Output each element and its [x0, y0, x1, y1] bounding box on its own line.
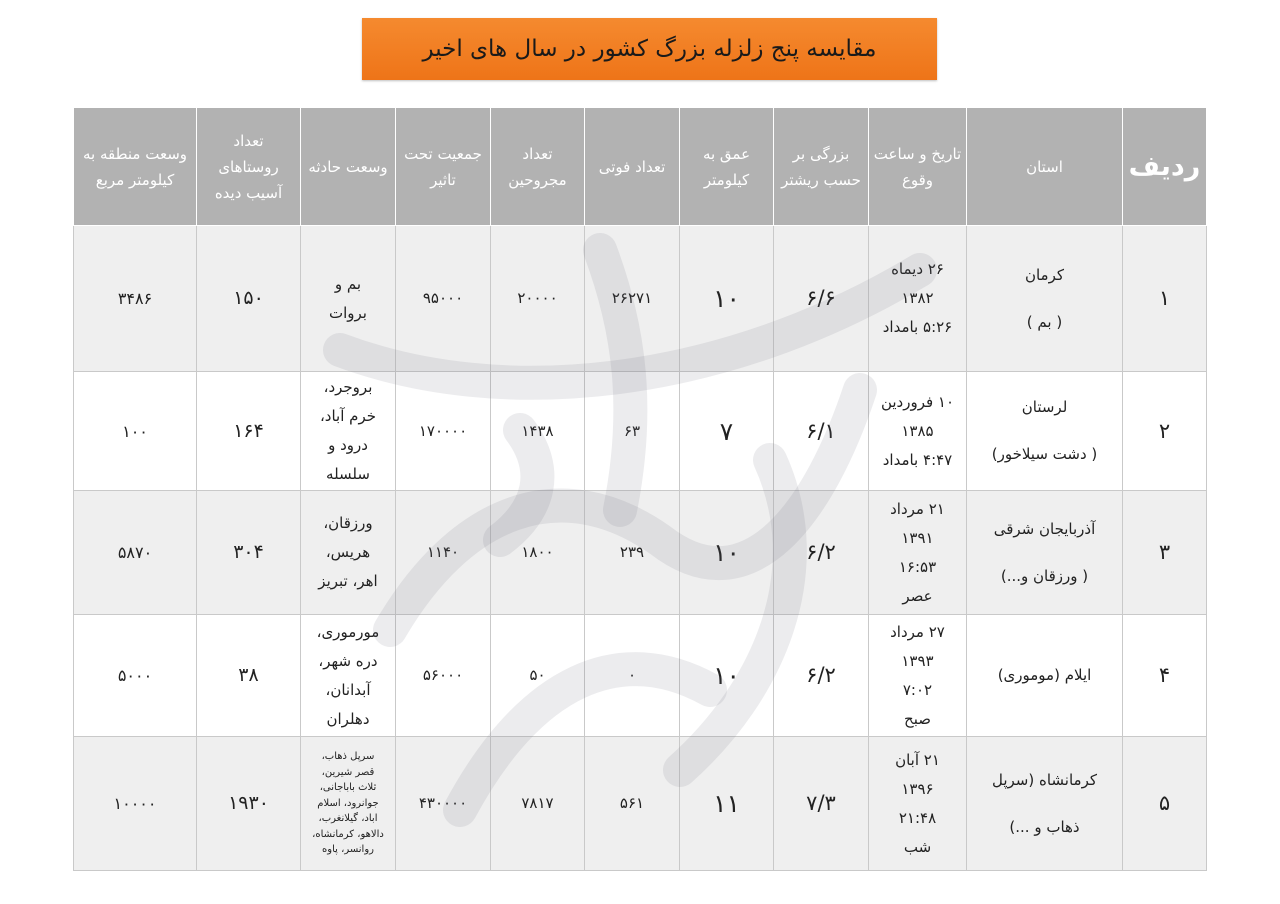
table-row	[74, 372, 1207, 491]
cell-deaths: ۲۳۹	[585, 491, 680, 615]
cell-villages: ۳۰۴	[197, 491, 301, 615]
cell-extent-line: هریس،	[325, 543, 371, 561]
cell-extent-line: دالاهو، کرمانشاه،	[312, 828, 384, 840]
cell-magnitude: ۶/۱	[774, 372, 869, 491]
cell-villages: ۳۸	[197, 615, 301, 737]
cell-population: ۵۶۰۰۰	[396, 615, 491, 737]
cell-date-line: ۴:۴۷ بامداد	[882, 450, 953, 469]
cell-injured: ۵۰	[491, 615, 585, 737]
header-population: جمعیت تحت تاثیر	[396, 108, 491, 226]
cell-date	[869, 491, 967, 615]
cell-area: ۵۸۷۰	[74, 491, 197, 615]
cell-extent-line: ثلاث باباجانی،	[319, 782, 377, 794]
cell-depth: ۱۱	[680, 737, 774, 871]
cell-injured: ۲۰۰۰۰	[491, 226, 585, 372]
cell-depth: ۱۰	[680, 226, 774, 372]
cell-extent-line: اهر، تبریز	[318, 572, 378, 590]
cell-area: ۳۴۸۶	[74, 226, 197, 372]
cell-radif: ۴	[1123, 615, 1207, 737]
cell-area: ۱۰۰	[74, 372, 197, 491]
cell-injured: ۱۸۰۰	[491, 491, 585, 615]
header-injured: تعداد مجروحین	[491, 108, 585, 226]
cell-depth: ۷	[680, 372, 774, 491]
cell-extent	[301, 491, 396, 615]
cell-injured: ۱۴۳۸	[491, 372, 585, 491]
cell-date-line: ۱۳۸۵	[901, 421, 934, 440]
cell-date-line: ۵:۲۶ بامداد	[882, 318, 953, 336]
cell-radif: ۲	[1123, 372, 1207, 491]
cell-extent	[301, 372, 396, 491]
cell-province-line: ذهاب و ...)	[1009, 817, 1080, 836]
cell-date-line: ۱۳۸۲	[901, 289, 934, 307]
header-province: استان	[967, 108, 1123, 226]
cell-province-line: ایلام (موموری)	[997, 666, 1092, 684]
cell-date-line: ۱۳۹۱	[901, 528, 934, 547]
cell-province-line: آذربایجان شرقی	[993, 519, 1096, 538]
cell-extent-line: مورموری،	[316, 622, 380, 641]
cell-province	[967, 372, 1123, 491]
cell-province	[967, 615, 1123, 737]
cell-villages: ۱۵۰	[197, 226, 301, 372]
table-row	[74, 491, 1207, 615]
cell-extent	[301, 737, 396, 871]
table-row	[74, 226, 1207, 372]
header-extent: وسعت حادثه	[301, 108, 396, 226]
cell-magnitude: ۷/۳	[774, 737, 869, 871]
cell-extent-line: دهلران	[326, 709, 370, 728]
cell-province	[967, 737, 1123, 871]
header-area: وسعت منطقه به کیلومتر مربع	[74, 108, 197, 226]
cell-province-line: کرمانشاه (سرپل	[991, 770, 1097, 789]
cell-date	[869, 737, 967, 871]
cell-area: ۵۰۰۰	[74, 615, 197, 737]
cell-province-line: لرستان	[1021, 398, 1068, 416]
cell-population: ۴۳۰۰۰۰	[396, 737, 491, 871]
cell-magnitude: ۶/۶	[774, 226, 869, 372]
cell-date	[869, 226, 967, 372]
cell-extent-line: اباد، گیلانغرب،	[318, 813, 378, 825]
cell-population: ۱۷۰۰۰۰	[396, 372, 491, 491]
cell-deaths: ۰	[585, 615, 680, 737]
cell-date-line: ۱۰ فروردین	[880, 392, 955, 411]
cell-extent-line: قصر شیرین،	[321, 766, 375, 778]
cell-extent-line: آبدانان،	[325, 680, 371, 699]
cell-magnitude: ۶/۲	[774, 615, 869, 737]
cell-extent-line: بروجرد،	[323, 378, 373, 396]
cell-date	[869, 615, 967, 737]
cell-extent-line: بروات	[329, 303, 367, 322]
table-row	[74, 737, 1207, 871]
cell-villages: ۱۶۴	[197, 372, 301, 491]
cell-date-line: عصر	[902, 586, 933, 605]
cell-extent-line: ورزقان،	[323, 514, 373, 532]
header-radif: ردیف	[1123, 108, 1207, 226]
cell-area: ۱۰۰۰۰	[74, 737, 197, 871]
cell-date	[869, 372, 967, 491]
cell-date-line: صبح	[904, 709, 931, 728]
cell-depth: ۱۰	[680, 491, 774, 615]
cell-radif: ۳	[1123, 491, 1207, 615]
table-row	[74, 615, 1207, 737]
cell-injured: ۷۸۱۷	[491, 737, 585, 871]
cell-province-line: ( دشت سیلاخور)	[991, 445, 1098, 463]
cell-date-line: ۲۷ مرداد	[890, 622, 945, 641]
cell-date-line: ۲۱ آبان	[895, 750, 940, 769]
cell-province	[967, 491, 1123, 615]
cell-magnitude: ۶/۲	[774, 491, 869, 615]
header-magnitude: بزرگی بر حسب ریشتر	[774, 108, 869, 226]
cell-population: ۹۵۰۰۰	[396, 226, 491, 372]
cell-province-line: کرمان	[1024, 265, 1065, 284]
cell-extent-line: دره شهر،	[318, 651, 378, 670]
header-deaths: تعداد فوتی	[585, 108, 680, 226]
header-date: تاریخ و ساعت وقوع	[869, 108, 967, 226]
cell-villages: ۱۹۳۰	[197, 737, 301, 871]
cell-extent-line: درود و	[328, 436, 368, 454]
cell-province-line: ( بم )	[1026, 312, 1063, 331]
table-header-row	[74, 108, 1207, 226]
earthquake-comparison-table	[73, 107, 1207, 871]
page-title: مقایسه پنج زلزله بزرگ کشور در سال های اخیر	[362, 18, 937, 80]
cell-date-line: ۷:۰۲	[902, 680, 933, 699]
cell-date-line: ۱۳۹۳	[901, 651, 934, 670]
header-villages: تعداد روستاهای آسیب دیده	[197, 108, 301, 226]
cell-extent-line: سلسله	[326, 465, 370, 483]
cell-deaths: ۶۳	[585, 372, 680, 491]
cell-extent-line: سرپل ذهاب،	[321, 751, 375, 763]
header-depth: عمق به کیلومتر	[680, 108, 774, 226]
cell-date-line: ۲۶ دیماه	[891, 260, 944, 278]
cell-date-line: ۲۱ مرداد	[890, 499, 945, 518]
cell-radif: ۵	[1123, 737, 1207, 871]
cell-date-line: ۱۳۹۶	[901, 779, 934, 798]
cell-date-line: ۱۶:۵۳	[898, 557, 937, 576]
cell-extent-line: خرم آباد،	[319, 407, 377, 425]
cell-extent-line: بم و	[334, 274, 362, 293]
cell-population: ۱۱۴۰	[396, 491, 491, 615]
cell-extent	[301, 226, 396, 372]
cell-date-line: شب	[903, 837, 932, 856]
cell-depth: ۱۰	[680, 615, 774, 737]
cell-extent-line: روانسر، پاوه	[322, 844, 374, 856]
cell-deaths: ۵۶۱	[585, 737, 680, 871]
cell-date-line: ۲۱:۴۸	[898, 808, 937, 827]
cell-province	[967, 226, 1123, 372]
cell-radif: ۱	[1123, 226, 1207, 372]
cell-province-line: ( ورزقان و...)	[1000, 566, 1089, 585]
cell-extent-line: جوانرود، اسلام	[317, 797, 379, 809]
cell-extent	[301, 615, 396, 737]
cell-deaths: ۲۶۲۷۱	[585, 226, 680, 372]
